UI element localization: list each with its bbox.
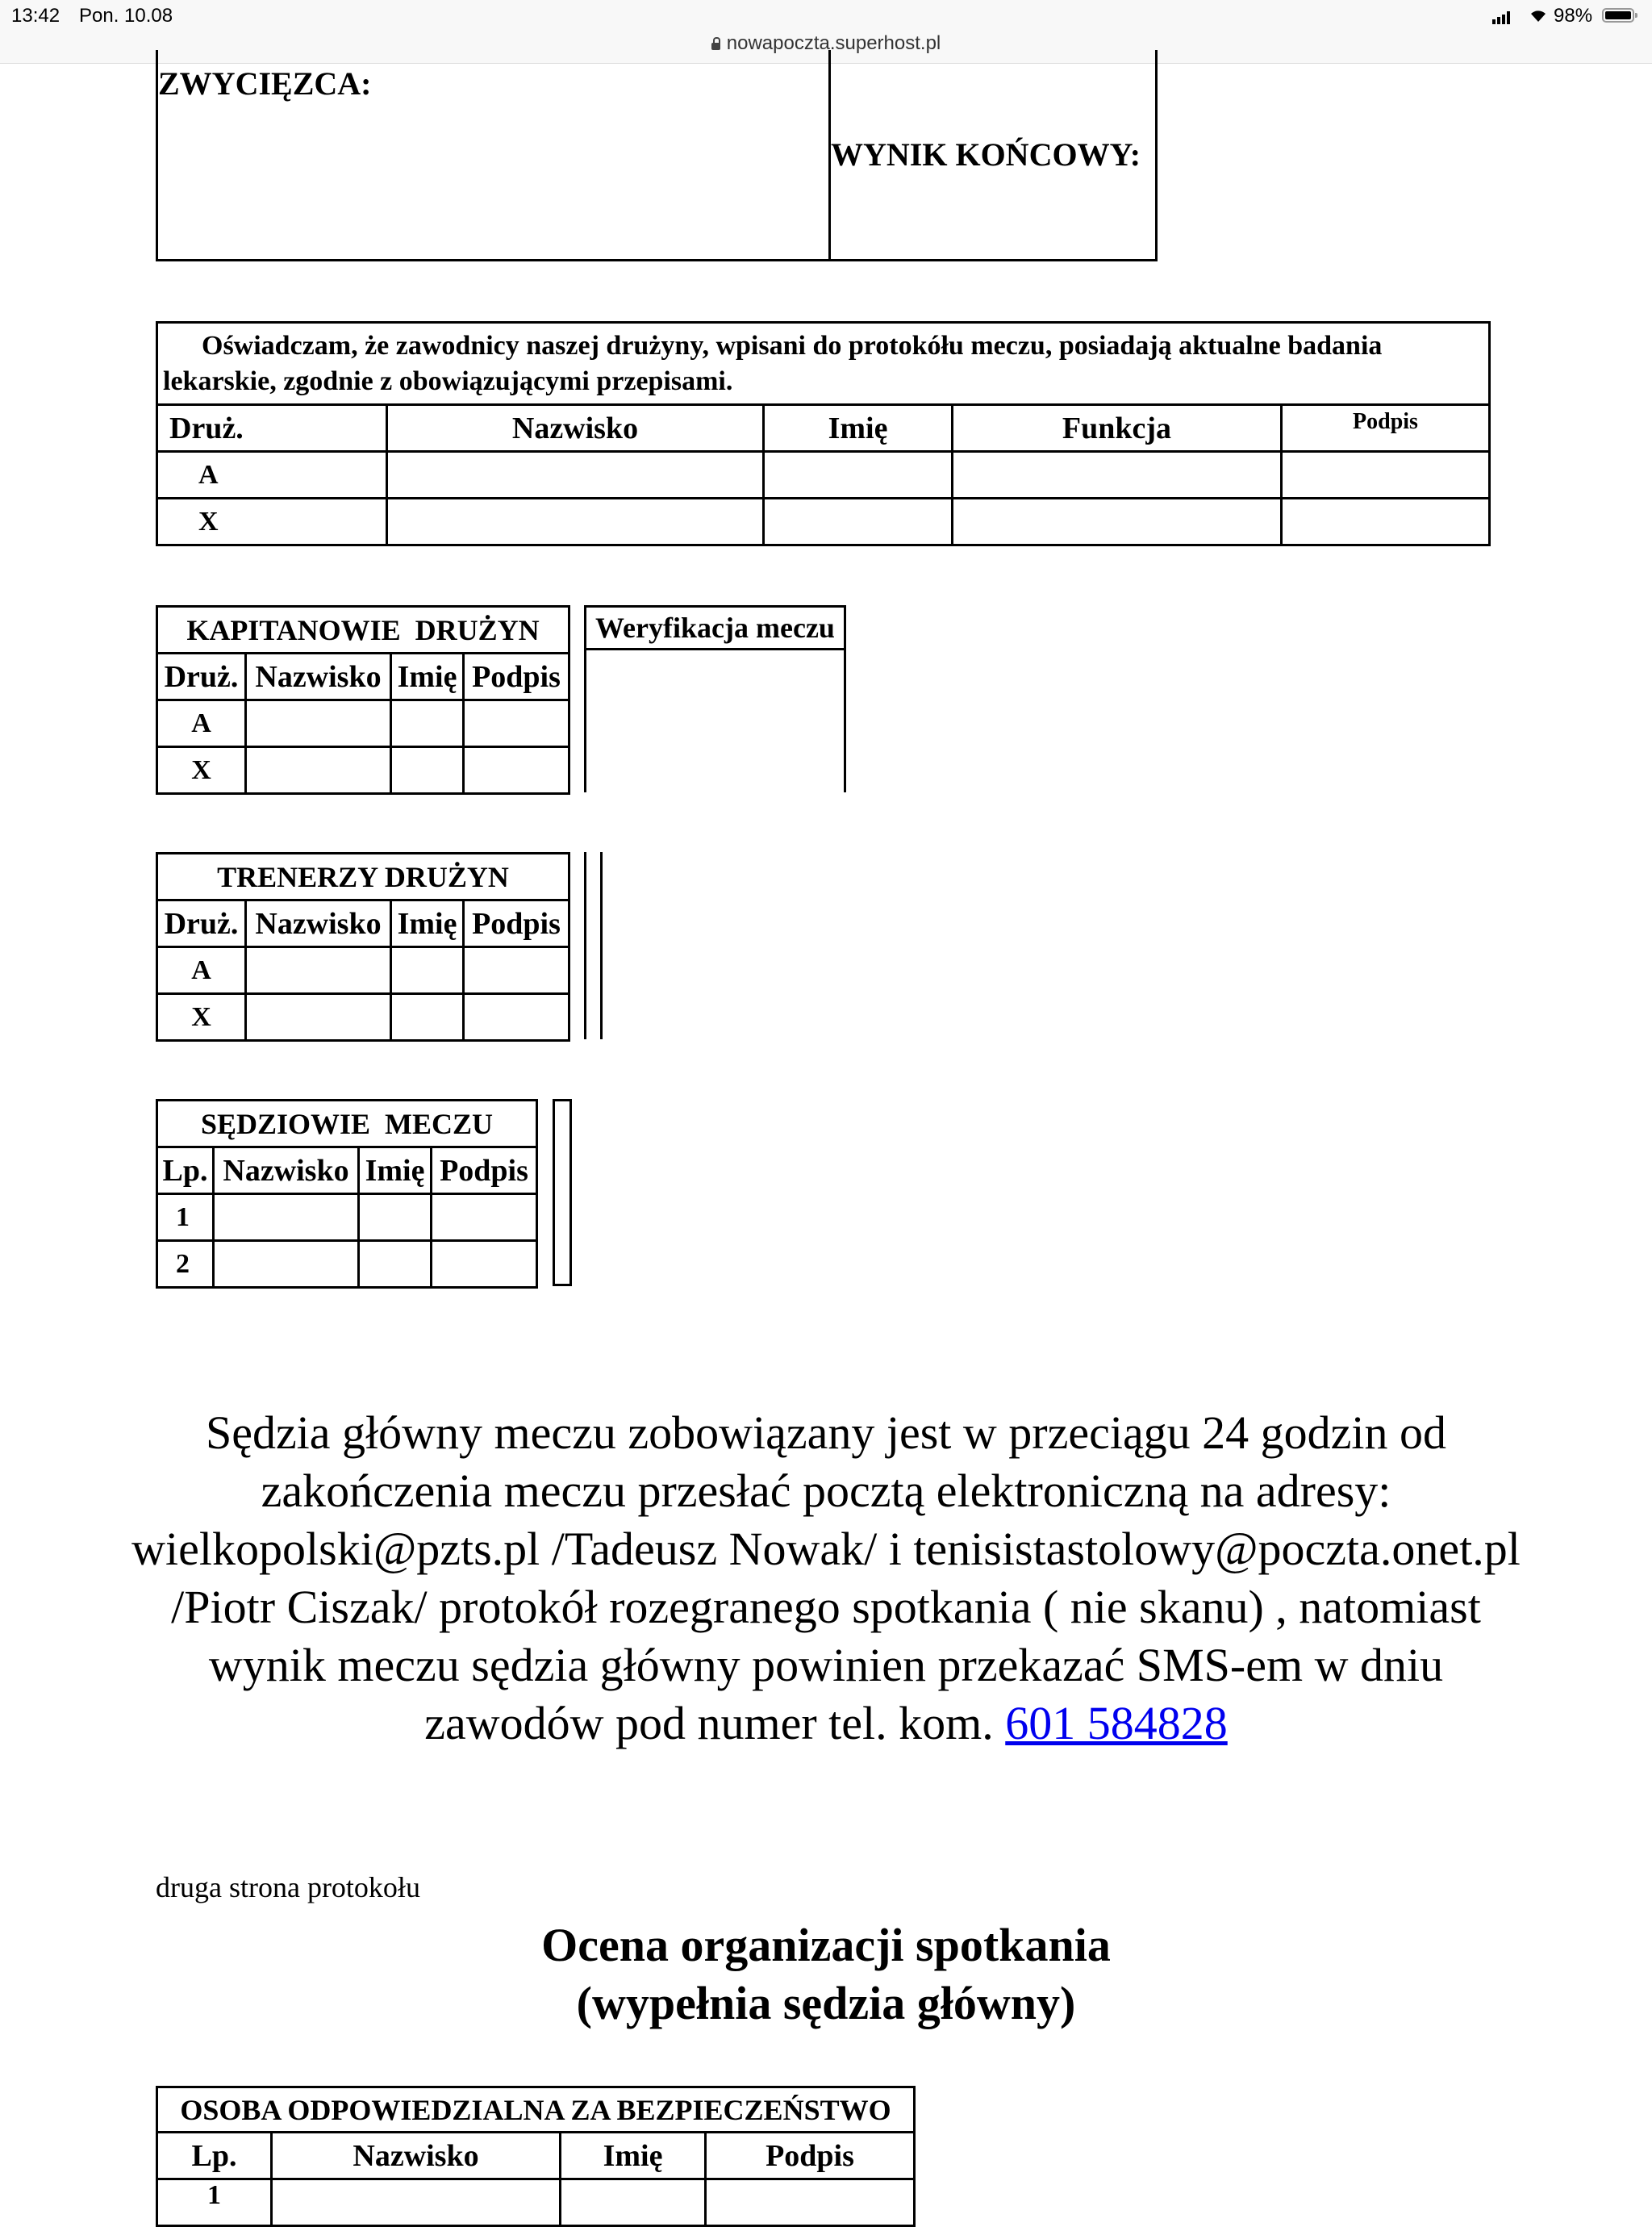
battery-percent: 98% [1554,5,1593,27]
name-cell[interactable] [391,994,464,1041]
function-cell[interactable] [953,452,1282,499]
notice-text: Sędzia główny meczu zobowiązany jest w przeciągu 24 godzin od zakończenia meczu przesłać pocztą elektroniczną na adresy: wielkopolski@pzts.pl /Tadeusz Nowak/ i tenisistastolowy@poczta.onet.pl /Piotr Ciszak/ protokół rozegranego spotkania ( nie skanu) , natomiast wynik meczu sędzia główny powinien przekazać SMS-em w dniu zawodów pod numer tel. kom. [131,1406,1521,1749]
name-cell[interactable] [391,700,464,747]
captains-table [156,605,570,795]
signature-cell[interactable] [432,1194,537,1241]
declaration-text-cell [157,323,1490,405]
name-cell[interactable] [764,452,953,499]
function-cell[interactable] [953,499,1282,545]
email-notice [121,1404,1531,1753]
header-team: Druż. [157,654,246,700]
signature-cell[interactable] [706,2179,915,2226]
table-row [157,700,569,747]
header-surname: Nazwisko [214,1147,359,1194]
header-function: Funkcja [953,405,1282,452]
header-team: Druż. [157,405,387,452]
status-date: Pon. 10.08 [79,5,173,27]
surname-cell[interactable] [214,1194,359,1241]
table-row [157,452,1490,499]
header-team: Druż. [157,900,246,947]
header-name: Imię [391,654,464,700]
surname-cell[interactable] [246,747,391,794]
header-surname: Nazwisko [246,900,391,947]
second-page-label: druga strona protokołu [156,1871,420,1903]
lock-icon [711,43,720,50]
signature-cell[interactable] [464,747,569,794]
status-time: 13:42 [11,5,60,27]
name-cell[interactable] [561,2179,706,2226]
header-name: Imię [391,900,464,947]
header-name: Imię [764,405,953,452]
surname-cell[interactable] [246,947,391,994]
header-surname: Nazwisko [246,654,391,700]
final-result-label: WYNIK KOŃCOWY: [831,136,1141,173]
header-signature: Podpis [432,1147,537,1194]
table-row [157,1194,537,1241]
header-name: Imię [561,2133,706,2179]
surname-cell[interactable] [214,1241,359,1288]
signature-cell[interactable] [464,700,569,747]
number-cell: 1 [157,1194,214,1241]
divider-line [600,852,603,1039]
result-table [156,50,1158,261]
captains-title: KAPITANOWIE DRUŻYN [157,607,569,654]
number-cell: 2 [157,1241,214,1288]
divider-box [553,1099,572,1286]
header-signature: Podpis [1282,405,1490,452]
name-cell[interactable] [359,1194,432,1241]
signature-cell[interactable] [432,1241,537,1288]
number-cell: 1 [157,2179,272,2226]
signature-cell[interactable] [1282,452,1490,499]
header-name: Imię [359,1147,432,1194]
table-row [157,499,1490,545]
signature-cell[interactable] [464,994,569,1041]
winner-cell [157,50,830,261]
header-signature: Podpis [464,900,569,947]
team-cell: X [157,747,246,794]
url-text: nowapoczta.superhost.pl [726,32,941,54]
declaration-text: Oświadczam, że zawodnicy naszej drużyny, wpisani do protokółu meczu, posiadają aktualne badania lekarskie, zgodnie z obowiązującymi przepisami. [163,330,1383,396]
team-cell: A [157,947,246,994]
table-row [157,747,569,794]
team-cell: A [157,700,246,747]
referees-title: SĘDZIOWIE MECZU [157,1101,537,1147]
header-signature: Podpis [706,2133,915,2179]
verification-title: Weryfikacja meczu [586,605,844,650]
header-signature: Podpis [464,654,569,700]
team-cell: A [157,452,387,499]
evaluation-title [0,1916,1652,2033]
signature-cell[interactable] [464,947,569,994]
table-row [157,994,569,1041]
header-surname: Nazwisko [272,2133,561,2179]
security-table [156,2086,916,2227]
surname-cell[interactable] [272,2179,561,2226]
name-cell[interactable] [359,1241,432,1288]
surname-cell[interactable] [246,700,391,747]
wifi-icon [1529,8,1547,23]
header-number: Lp. [157,1147,214,1194]
name-cell[interactable] [764,499,953,545]
security-title: OSOBA ODPOWIEDZIALNA ZA BEZPIECZEŃSTWO [157,2087,915,2133]
evaluation-title-line1: Ocena organizacji spotkania [541,1919,1111,1971]
team-cell: X [157,994,246,1041]
table-row [157,2179,915,2226]
referees-table [156,1099,538,1289]
team-cell: X [157,499,387,545]
name-cell[interactable] [391,947,464,994]
surname-cell[interactable] [387,452,764,499]
coaches-table [156,852,570,1042]
name-cell[interactable] [391,747,464,794]
header-number: Lp. [157,2133,272,2179]
verification-box [584,605,846,792]
cellular-signal-icon [1492,10,1512,23]
coaches-title: TRENERZY DRUŻYN [157,854,569,900]
signature-cell[interactable] [1282,499,1490,545]
battery-icon [1602,8,1634,23]
final-result-cell [830,50,1157,261]
table-row [157,1241,537,1288]
winner-label: ZWYCIĘZCA: [158,65,372,102]
header-surname: Nazwisko [387,405,764,452]
table-row [157,947,569,994]
phone-link[interactable]: 601 584828 [1005,1697,1228,1749]
surname-cell[interactable] [387,499,764,545]
declaration-table [156,321,1491,546]
divider-line [584,852,586,1039]
surname-cell[interactable] [246,994,391,1041]
evaluation-title-line2: (wypełnia sędzia główny) [576,1977,1076,2029]
